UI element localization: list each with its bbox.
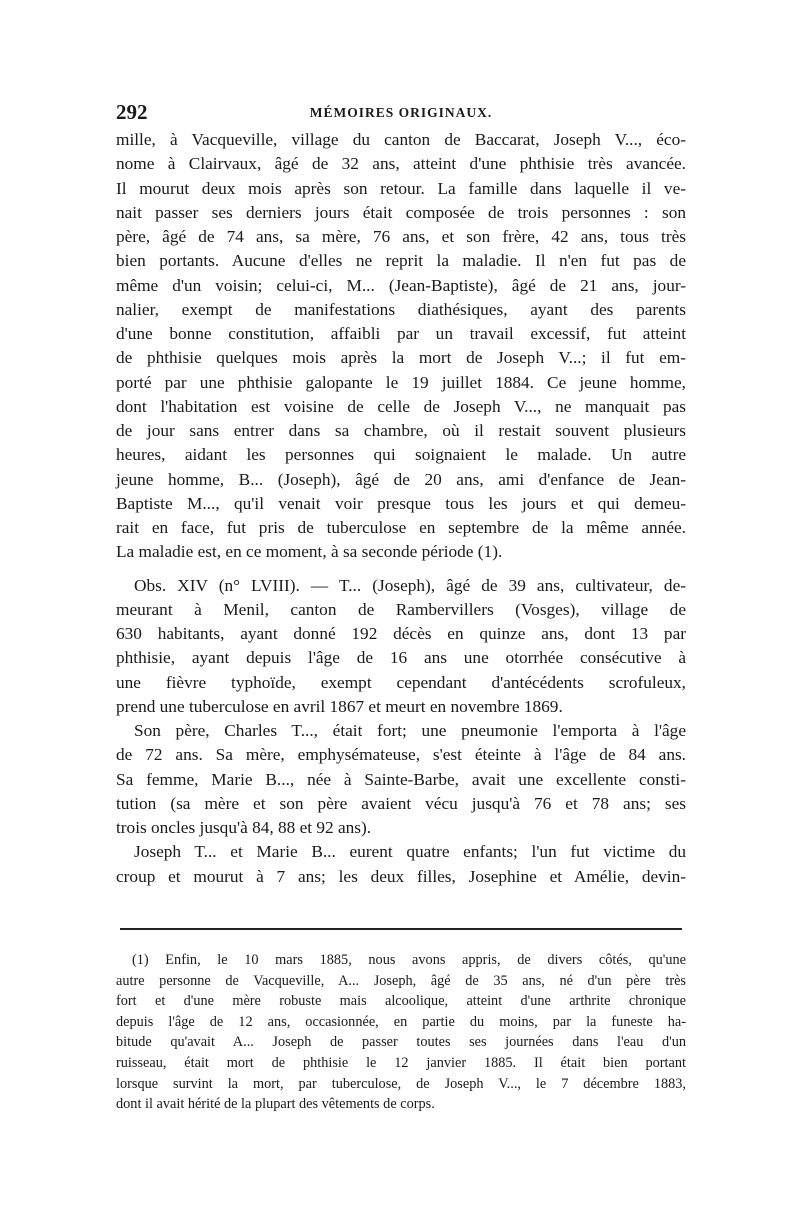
text-line: une fièvre typhoïde, exempt cependant d'antécédents scrofuleux, [116, 672, 686, 692]
footnote-line: autre personne de Vacqueville, A... Joseph, âgé de 35 ans, né d'un père très [116, 972, 686, 989]
footnote-line: bitude qu'avait A... Joseph de passer toutes ses journées dans l'eau d'un [116, 1034, 686, 1051]
text-line: nalier, exempt de manifestations diathésiques, ayant des parents [116, 299, 686, 319]
text-line: Obs. XIV (n° LVIII). — T... (Joseph), âgé de 39 ans, cultivateur, de- [134, 575, 686, 595]
text-line: nome à Clairvaux, âgé de 32 ans, atteint d'une phthisie très avancée. [116, 154, 686, 174]
text-line: nait passer ses derniers jours était composée de trois personnes : son [116, 202, 686, 222]
paragraph-observation-xiv [116, 574, 686, 720]
text-line: Sa femme, Marie B..., née à Sainte-Barbe, avait une excellente consti- [116, 769, 686, 789]
text-line: La maladie est, en ce moment, à sa seconde période (1). [116, 542, 503, 562]
footnote-divider [120, 928, 682, 930]
page-number: 292 [116, 100, 148, 124]
footnote-line: ruisseau, était mort de phthisie le 12 janvier 1885. Il était bien portant [116, 1054, 686, 1071]
footnote-line: lorsque survint la mort, par tuberculose, de Joseph V..., le 7 décembre 1883, [116, 1075, 686, 1092]
text-line: tution (sa mère et son père avaient vécu jusqu'à 76 et 78 ans; ses [116, 793, 686, 813]
text-line: jeune homme, B... (Joseph), âgé de 20 ans, ami d'enfance de Jean- [116, 469, 686, 489]
text-line: 630 habitants, ayant donné 192 décès en quinze ans, dont 13 par [116, 624, 686, 643]
footnote-line: (1) Enfin, le 10 mars 1885, nous avons appris, de divers côtés, qu'une [132, 952, 686, 968]
text-line: bien portants. Aucune d'elles ne reprit la maladie. Il n'en fut pas de [116, 251, 686, 271]
footnote [116, 950, 686, 1115]
paragraph-children [116, 840, 686, 889]
text-line: père, âgé de 74 ans, sa mère, 76 ans, et son frère, 42 ans, tous très [116, 227, 686, 246]
text-line: Il mourut deux mois après son retour. La famille dans laquelle il ve- [116, 178, 686, 198]
text-line: mille, à Vacqueville, village du canton de Baccarat, Joseph V..., éco- [116, 130, 686, 149]
text-line: croup et mourut à 7 ans; les deux filles, Josephine et Amélie, devin- [116, 866, 686, 886]
paragraph-family-history [116, 719, 686, 840]
footnote-line: depuis l'âge de 12 ans, occasionnée, en partie du moins, par la funeste ha- [116, 1013, 686, 1030]
text-line: rait en face, fut pris de tuberculose en septembre de la même année. [116, 518, 686, 537]
running-title: MÉMOIRES ORIGINAUX. [309, 105, 493, 120]
paragraph-case-continuation [116, 128, 686, 565]
text-line: Son père, Charles T..., était fort; une pneumonie l'emporta à l'âge [134, 721, 686, 740]
main-text [116, 128, 686, 889]
text-line: meurant à Menil, canton de Rambervillers (Vosges), village de [116, 599, 686, 619]
text-line: prend une tuberculose en avril 1867 et meurt en novembre 1869. [116, 696, 563, 716]
text-line: de jour sans entrer dans sa chambre, où il restait souvent plusieurs [116, 421, 686, 440]
text-line: phthisie, ayant depuis l'âge de 16 ans une otorrhée consécutive à [116, 648, 686, 668]
text-line: de phthisie quelques mois après la mort de Joseph V...; il fut em- [116, 348, 686, 368]
page-header [116, 100, 686, 128]
footnote-line: fort et d'une mère robuste mais alcoolique, atteint d'une arthrite chronique [116, 993, 686, 1010]
footnote-line: dont il avait hérité de la plupart des vêtements de corps. [116, 1096, 435, 1113]
text-line: d'une bonne constitution, affaibli par un travail excessif, fut atteint [116, 324, 686, 343]
text-line: Baptiste M..., qu'il venait voir presque tous les jours et qui demeu- [116, 493, 686, 513]
text-line: trois oncles jusqu'à 84, 88 et 92 ans). [116, 818, 372, 837]
text-line: dont l'habitation est voisine de celle de Joseph V..., ne manquait pas [116, 396, 686, 416]
text-line: Joseph T... et Marie B... eurent quatre enfants; l'un fut victime du [134, 842, 686, 862]
text-line: heures, aidant les personnes qui soignaient le malade. Un autre [116, 445, 686, 465]
text-line: porté par une phthisie galopante le 19 juillet 1884. Ce jeune homme, [116, 372, 686, 392]
text-line: même d'un voisin; celui-ci, M... (Jean-Baptiste), âgé de 21 ans, jour- [116, 275, 686, 295]
text-line: de 72 ans. Sa mère, emphysémateuse, s'est éteinte à l'âge de 84 ans. [116, 745, 686, 765]
paragraph-gap [116, 565, 686, 574]
